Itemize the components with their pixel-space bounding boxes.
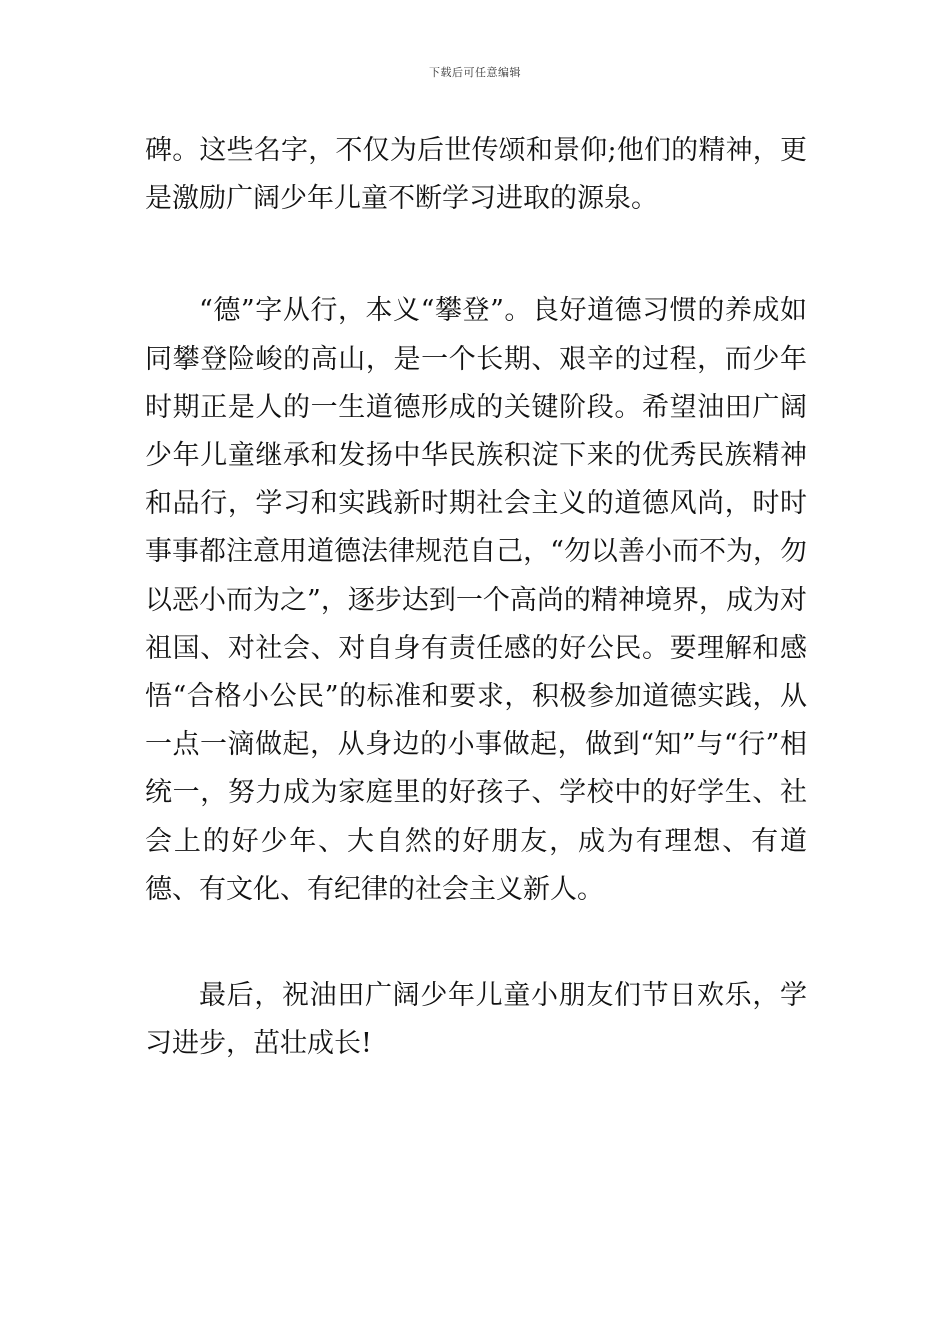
document-body: [145, 127, 807, 1068]
paragraph-continuation: 碑。这些名字，不仅为后世传颂和景仰;他们的精神，更是激励广阔少年儿童不断学习进取的源泉。: [145, 135, 807, 215]
paragraph-closing-wishes: 最后，祝油田广阔少年儿童小朋友们节日欢乐，学习进步，茁壮成长!: [145, 980, 807, 1060]
page-header: 下载后可任意编辑: [429, 66, 521, 79]
paragraph-moral-education: “德”字从行，本义“攀登”。良好道德习惯的养成如同攀登险峻的高山，是一个长期、艰辛的过程，而少年时期正是人的一生道德形成的关键阶段。希望油田广阔少年儿童继承和发扬中华民族积淀下来的优秀民族精神和品行，学习和实践新时期社会主义的道德风尚，时时事事都注意用道德法律规范自己，“勿以善小而不为，勿以恶小而为之”，逐步达到一个高尚的精神境界，成为对祖国、对社会、对自身有责任感的好公民。要理解和感悟“合格小公民”的标准和要求，积极参加道德实践，从一点一滴做起，从身边的小事做起，做到“知”与“行”相统一，努力成为家庭里的好孩子、学校中的好学生、社会上的好少年、大自然的好朋友，成为有理想、有道德、有文化、有纪律的社会主义新人。: [145, 295, 807, 905]
